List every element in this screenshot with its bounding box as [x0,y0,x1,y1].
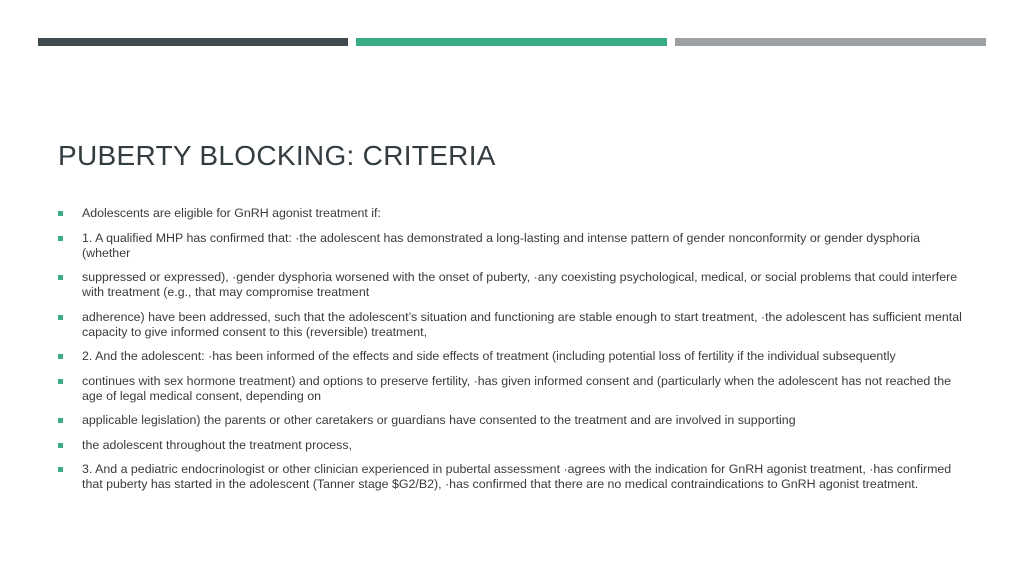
bullet-text: 3. And a pediatric endocrinologist or other clinician experienced in pubertal assessment ·agrees with the indication for GnRH agonist treatment, ·has confirmed that puberty has started in the adolescent (Tanner stage $G2/B2), ·has confirmed that there are no medical contraindications to GnRH agonist treatment. [82,462,952,491]
header-bar-dark [38,38,348,46]
square-bullet-icon [58,315,63,320]
bullet-text: the adolescent throughout the treatment process, [82,437,353,452]
bullet-item [58,310,968,340]
bullet-item [58,206,968,221]
square-bullet-icon [58,418,63,423]
square-bullet-icon [58,354,63,359]
bullet-item [58,349,968,364]
bullet-text: Adolescents are eligible for GnRH agonist treatment if: [82,206,381,220]
bullet-text: 2. And the adolescent: ·has been informed of the effects and side effects of treatment (including potential loss of fertility if the individual subsequently [82,349,896,363]
slide-title: PUBERTY BLOCKING: CRITERIA [58,139,496,171]
bullet-text: adherence) have been addressed, such that the adolescent’s situation and functioning are stable enough to start treatment, ·the adolescent has sufficient mental capacity to give informed consent to this (reversible) treatment, [82,309,962,339]
bullet-item [58,231,968,261]
bullet-text: suppressed or expressed), ·gender dysphoria worsened with the onset of puberty, ·any coexisting psychological, medical, or social problems that could interfere with treatment (e.g., that may compromise treatment [82,270,958,299]
bullet-item [58,438,968,453]
bullet-item [58,462,968,492]
square-bullet-icon [58,379,63,384]
square-bullet-icon [58,275,63,280]
square-bullet-icon [58,443,63,448]
bullet-text: applicable legislation) the parents or other caretakers or guardians have consented to the treatment and are involved in supporting [82,413,796,427]
square-bullet-icon [58,211,63,216]
header-bar-gray [675,38,986,46]
bullet-item [58,374,968,404]
square-bullet-icon [58,467,63,472]
header-bar-green [356,38,667,46]
bullet-text: continues with sex hormone treatment) and options to preserve fertility, ·has given informed consent and (particularly when the adolescent has not reached the age of legal medical consent, depending on [82,373,951,403]
bullet-list [58,206,968,502]
bullet-text: 1. A qualified MHP has confirmed that: ·the adolescent has demonstrated a long-lasting and intense pattern of gender nonconformity or gender dysphoria (whether [82,230,921,260]
bullet-item [58,270,968,300]
bullet-item [58,413,968,428]
square-bullet-icon [58,236,63,241]
decorative-header-bars [38,38,986,46]
